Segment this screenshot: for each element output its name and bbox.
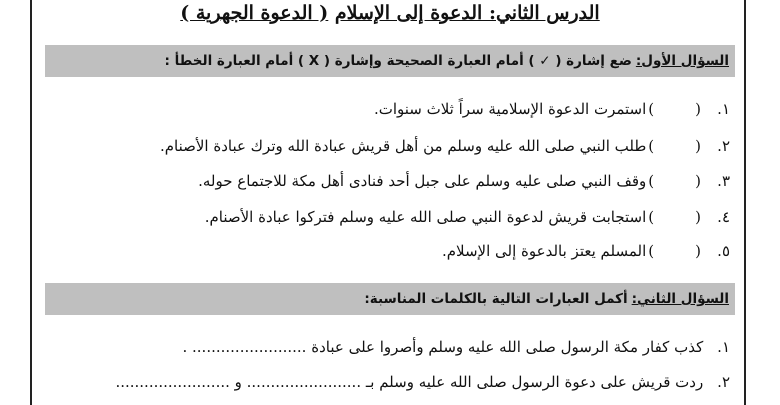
question-two-instruction: أكمل العبارات التالية بالكلمات المناسبة: — [364, 291, 628, 307]
question-two-label: السؤال الثاني: — [631, 291, 729, 307]
lesson-title-subtitle: ( الدعوة الجهرية ) — [180, 2, 329, 24]
item-text: المسلم يعتز بالدعوة إلى الإسلام. — [441, 242, 647, 260]
item-number: ١. — [717, 100, 730, 118]
fill-blank-item-2 — [115, 373, 730, 391]
fill-blank-item-1 — [182, 338, 730, 356]
item-number: ٢. — [717, 373, 730, 391]
answer-box[interactable]: () — [648, 172, 702, 190]
item-text: طلب النبي صلى الله عليه وسلم من أهل قريش عبادة الله وترك عبادة الأصنام. — [159, 137, 647, 155]
item-text: ردت قريش على دعوة الرسول صلى الله عليه وسلم بـ ........................ و ........................ — [115, 373, 704, 391]
lesson-title-prefix: الدرس الثاني: الدعوة إلى الإسلام — [334, 2, 600, 24]
item-number: ٣. — [717, 172, 730, 190]
item-text: كذب كفار مكة الرسول صلى الله عليه وسلم وأصروا على عبادة ........................ . — [182, 338, 704, 356]
true-false-item-2 — [160, 137, 730, 155]
true-false-item-4 — [205, 208, 730, 226]
question-two-header — [45, 283, 735, 315]
lesson-title — [0, 2, 780, 24]
item-text: وقف النبي صلى عليه وسلم على جبل أحد فنادى أهل مكة للاجتماع حوله. — [198, 172, 647, 190]
item-number: ٢. — [717, 137, 730, 155]
answer-box[interactable]: () — [648, 137, 702, 155]
question-one-label: السؤال الأول: — [635, 53, 729, 69]
item-number: ٥. — [717, 242, 730, 260]
answer-box[interactable]: () — [648, 208, 702, 226]
item-number: ٤. — [717, 208, 730, 226]
question-one-header — [45, 45, 735, 77]
true-false-item-3 — [198, 172, 730, 190]
item-text: استجابت قريش لدعوة النبي صلى الله عليه وسلم فتركوا عبادة الأصنام. — [204, 208, 647, 226]
answer-box[interactable]: () — [648, 100, 702, 118]
answer-box[interactable]: () — [648, 242, 702, 260]
true-false-item-5 — [442, 242, 730, 260]
item-text: استمرت الدعوة الإسلامية سراً ثلاث سنوات. — [373, 100, 647, 118]
true-false-item-1 — [374, 100, 730, 118]
item-number: ١. — [717, 338, 730, 356]
question-one-instruction: ضع إشارة ( ✓ ) أمام العبارة الصحيحة وإشارة ( X ) أمام العبارة الخطأ : — [164, 53, 632, 69]
